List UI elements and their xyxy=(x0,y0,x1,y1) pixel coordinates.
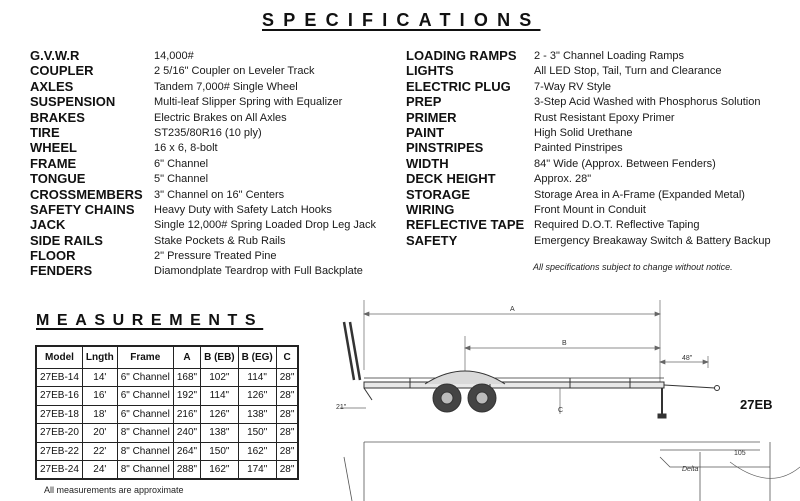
table-cell: 28" xyxy=(276,368,298,387)
spec-value: 6" Channel xyxy=(154,157,209,170)
spec-label: JACK xyxy=(30,217,66,233)
table-cell: 150" xyxy=(238,424,276,443)
table-cell: 192" xyxy=(173,387,200,406)
spec-label: SAFETY xyxy=(406,232,458,248)
spec-label: BRAKES xyxy=(30,109,85,125)
spec-value: 14,000# xyxy=(154,50,194,62)
table-cell: 114" xyxy=(238,368,276,387)
spec-value: 16 x 6, 8-bolt xyxy=(154,142,218,155)
dimension-48-label: 48" xyxy=(682,355,693,362)
table-header-cell: B (EB) xyxy=(201,346,239,368)
spec-value: 7-Way RV Style xyxy=(534,80,612,93)
spec-label: TIRE xyxy=(30,124,60,140)
table-cell: 102" xyxy=(201,368,239,387)
table-cell: 162" xyxy=(238,442,276,461)
table-cell: 28" xyxy=(276,405,298,424)
specifications-heading: SPECIFICATIONS xyxy=(262,10,541,30)
measurements-heading: MEASUREMENTS xyxy=(36,312,264,329)
spec-label: PAINT xyxy=(406,124,445,140)
spec-value: Rust Resistant Epoxy Primer xyxy=(534,111,675,124)
spec-value: Heavy Duty with Safety Latch Hooks xyxy=(154,203,332,216)
spec-label: FLOOR xyxy=(30,248,76,264)
trailer-side-view xyxy=(344,322,720,418)
table-cell: 27EB-16 xyxy=(36,387,82,406)
table-cell: 24' xyxy=(82,461,117,480)
spec-label: SIDE RAILS xyxy=(30,232,103,248)
model-label: 27EB xyxy=(740,397,773,412)
spec-value: Electric Brakes on All Axles xyxy=(154,111,287,124)
table-row xyxy=(36,405,298,424)
table-row xyxy=(36,461,298,480)
spec-value: Storage Area in A-Frame (Expanded Metal) xyxy=(534,188,745,201)
spec-value: 2 - 3" Channel Loading Ramps xyxy=(534,50,685,62)
table-header-cell: A xyxy=(173,346,200,368)
table-cell: 14' xyxy=(82,368,117,387)
table-cell: 6" Channel xyxy=(117,387,173,406)
table-cell: 27EB-20 xyxy=(36,424,82,443)
spec-label: WIRING xyxy=(406,201,455,217)
table-cell: 216" xyxy=(173,405,200,424)
table-cell: 6" Channel xyxy=(117,405,173,424)
spec-value: Required D.O.T. Reflective Taping xyxy=(534,219,700,232)
table-cell: 22' xyxy=(82,442,117,461)
table-cell: 264" xyxy=(173,442,200,461)
spec-value: Front Mount in Conduit xyxy=(534,203,646,216)
spec-label: CROSSMEMBERS xyxy=(30,186,143,202)
spec-label: LOADING RAMPS xyxy=(406,48,517,63)
table-header-cell: C xyxy=(276,346,298,368)
spec-label: AXLES xyxy=(30,78,74,94)
table-header-row xyxy=(36,346,298,368)
dimension-21-label: 21" xyxy=(336,404,347,411)
dimension-105-label: 105 xyxy=(734,450,746,457)
spec-value: 2 5/16" Coupler on Leveler Track xyxy=(154,65,315,78)
table-cell: 162" xyxy=(201,461,239,480)
spec-value: Approx. 28" xyxy=(534,173,592,186)
table-cell: 27EB-14 xyxy=(36,368,82,387)
spec-value: 3" Channel on 16" Centers xyxy=(154,188,285,201)
spec-label: G.V.W.R xyxy=(30,48,80,63)
spec-value: 3-Step Acid Washed with Phosphorus Solution xyxy=(534,96,761,109)
table-cell: 28" xyxy=(276,442,298,461)
table-cell: 126" xyxy=(238,387,276,406)
spec-value: Stake Pockets & Rub Rails xyxy=(154,234,286,247)
spec-label: FRAME xyxy=(30,155,77,171)
spec-label: PRIMER xyxy=(406,109,457,125)
measurements-table xyxy=(35,345,299,480)
brand-label: Delta xyxy=(682,466,699,473)
table-header-cell: B (EG) xyxy=(238,346,276,368)
table-row xyxy=(36,424,298,443)
table-cell: 288" xyxy=(173,461,200,480)
spec-label: REFLECTIVE TAPE xyxy=(406,217,525,233)
table-cell: 27EB-22 xyxy=(36,442,82,461)
spec-value: Single 12,000# Spring Loaded Drop Leg Jack xyxy=(154,219,376,232)
spec-label: TONGUE xyxy=(30,171,86,187)
spec-label: STORAGE xyxy=(406,186,471,202)
spec-value: ST235/80R16 (10 ply) xyxy=(154,126,262,139)
spec-value: 5" Channel xyxy=(154,173,209,186)
spec-label: SUSPENSION xyxy=(30,94,116,110)
spec-value: High Solid Urethane xyxy=(534,126,633,139)
table-cell: 18' xyxy=(82,405,117,424)
dimension-b-label: B xyxy=(562,340,567,347)
spec-label: WHEEL xyxy=(30,140,77,156)
spec-label: WIDTH xyxy=(406,155,449,171)
table-cell: 174" xyxy=(238,461,276,480)
table-row xyxy=(36,387,298,406)
table-cell: 28" xyxy=(276,424,298,443)
measurements-note: All measurements are approximate xyxy=(44,485,184,495)
table-cell: 16' xyxy=(82,387,117,406)
table-cell: 168" xyxy=(173,368,200,387)
table-cell: 28" xyxy=(276,461,298,480)
table-cell: 27EB-18 xyxy=(36,405,82,424)
table-cell: 8" Channel xyxy=(117,442,173,461)
table-cell: 150" xyxy=(201,442,239,461)
spec-label: COUPLER xyxy=(30,63,94,79)
table-row xyxy=(36,368,298,387)
table-cell: 20' xyxy=(82,424,117,443)
specifications-note: All specifications subject to change without notice. xyxy=(533,262,733,272)
dimension-a-label: A xyxy=(510,306,515,313)
table-cell: 114" xyxy=(201,387,239,406)
table-row xyxy=(36,442,298,461)
table-cell: 28" xyxy=(276,387,298,406)
table-cell: 240" xyxy=(173,424,200,443)
spec-value: All LED Stop, Tail, Turn and Clearance xyxy=(534,65,722,78)
table-cell: 27EB-24 xyxy=(36,461,82,480)
table-cell: 8" Channel xyxy=(117,424,173,443)
table-cell: 138" xyxy=(201,424,239,443)
spec-label: PREP xyxy=(406,94,442,110)
trailer-diagram xyxy=(330,292,800,501)
table-cell: 8" Channel xyxy=(117,461,173,480)
spec-label: ELECTRIC PLUG xyxy=(406,78,511,94)
spec-value: 2" Pressure Treated Pine xyxy=(154,250,277,263)
spec-value: Painted Pinstripes xyxy=(534,142,623,155)
spec-label: PINSTRIPES xyxy=(406,140,484,156)
table-cell: 126" xyxy=(201,405,239,424)
spec-value: 84" Wide (Approx. Between Fenders) xyxy=(534,157,716,170)
table-cell: 138" xyxy=(238,405,276,424)
gooseneck-trailer-view xyxy=(344,442,800,501)
spec-label: SAFETY CHAINS xyxy=(30,201,135,217)
spec-label: LIGHTS xyxy=(406,63,454,79)
spec-label: FENDERS xyxy=(30,263,93,279)
table-header-cell: Model xyxy=(36,346,82,368)
table-header-cell: Lngth xyxy=(82,346,117,368)
table-header-cell: Frame xyxy=(117,346,173,368)
dimension-c-label: C xyxy=(558,407,564,414)
spec-value: Emergency Breakaway Switch & Battery Backup xyxy=(534,234,771,247)
spec-value: Tandem 7,000# Single Wheel xyxy=(154,80,298,93)
spec-label: DECK HEIGHT xyxy=(406,171,496,187)
spec-value: Multi-leaf Slipper Spring with Equalizer xyxy=(154,96,343,109)
table-cell: 6" Channel xyxy=(117,368,173,387)
spec-value: Diamondplate Teardrop with Full Backplate xyxy=(154,265,363,278)
